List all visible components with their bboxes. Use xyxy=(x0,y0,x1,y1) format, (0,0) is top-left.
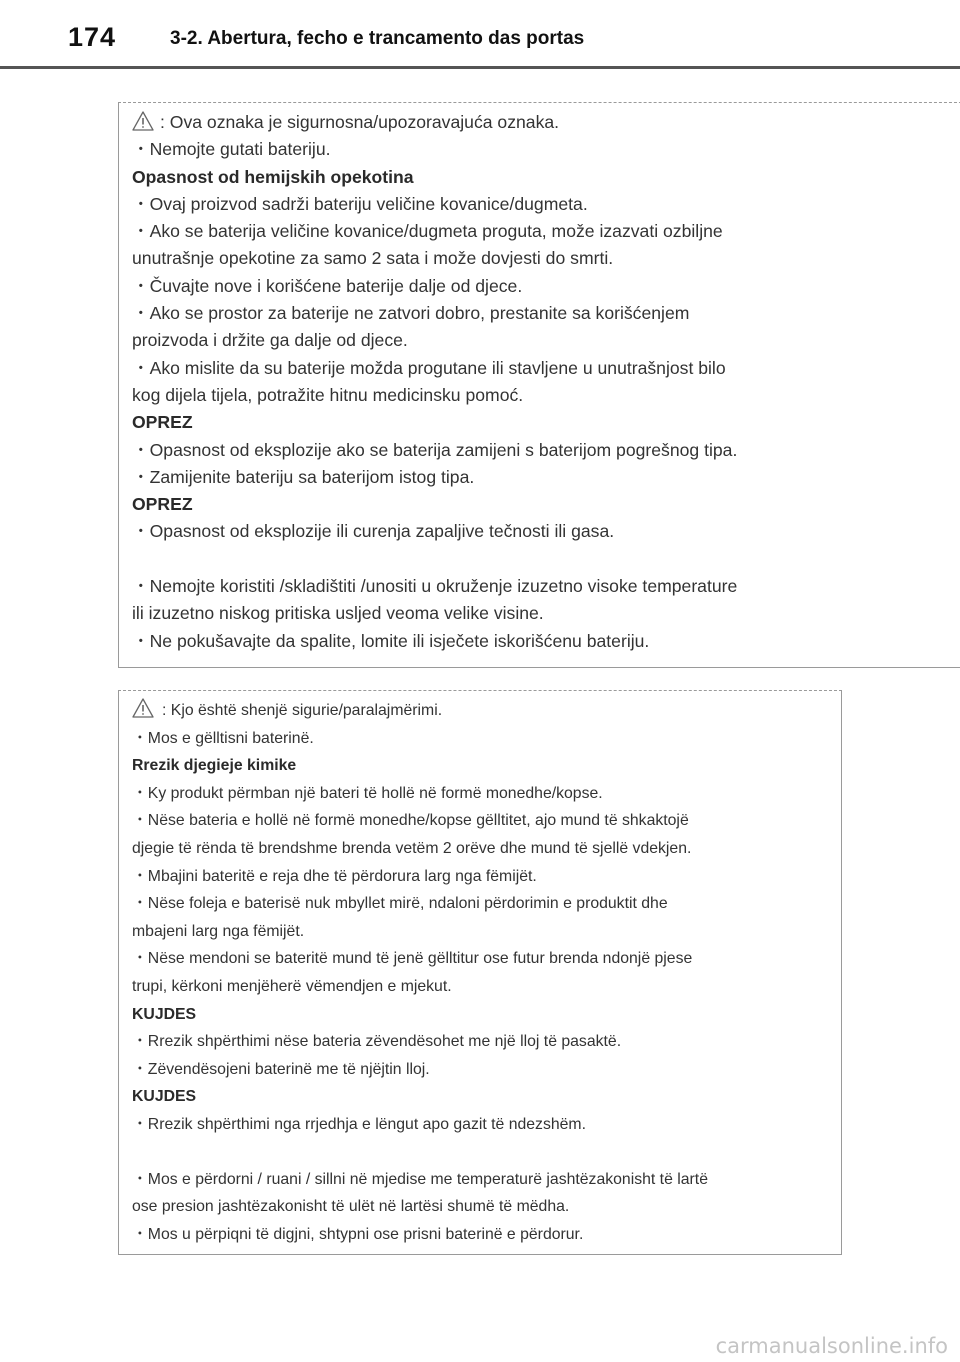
warning-text-line xyxy=(132,945,841,973)
line-text: ・Nëse mendoni se bateritë mund të jenë gëlltitur ose futur brenda ndonjë pjese xyxy=(132,950,693,968)
line-text: ili izuzetno niskog pritiska usljed veoma velike visine. xyxy=(132,603,544,624)
line-text: ・Rrezik shpërthimi nëse bateria zëvendësohet me një lloj të pasaktë. xyxy=(132,1033,622,1051)
line-text: ・Zëvendësojeni baterinë me të njëjtin lloj. xyxy=(132,1060,430,1078)
warning-box-albanian xyxy=(118,690,842,1255)
warning-text-line xyxy=(132,600,960,627)
line-text: ・Ne pokušavajte da spalite, lomite ili isječete iskorišćenu bateriju. xyxy=(132,630,650,651)
warning-heading xyxy=(132,1001,841,1029)
line-text: : Kjo është shenjë sigurie/paralajmërimi. xyxy=(162,702,443,719)
line-text: Opasnost od hemijskih opekotina xyxy=(132,166,414,187)
line-text: ・Opasnost od eksplozije ako se baterija zamijeni s baterijom pogrešnog tipa. xyxy=(132,439,738,460)
page-header xyxy=(0,0,960,69)
line-text: kog dijela tijela, potražite hitnu medicinsku pomoć. xyxy=(132,384,524,405)
warning-text-line xyxy=(132,1111,841,1139)
line-text: ose presion jashtëzakonisht të ulët në lartësi shumë të mëdha. xyxy=(132,1198,570,1216)
warning-text-line xyxy=(132,973,841,1001)
warning-heading xyxy=(132,409,960,436)
line-text: ・Nemojte koristiti /skladištiti /unositi u okruženje izuzetno visoke temperature xyxy=(132,576,738,597)
warning-text-line xyxy=(132,300,960,327)
section-title: 3-2. Abertura, fecho e trancamento das portas xyxy=(170,28,585,49)
warning-text-line xyxy=(132,245,960,272)
warning-text-line xyxy=(132,273,960,300)
line-text: proizvoda i držite ga dalje od djece. xyxy=(132,330,408,351)
warning-text-line xyxy=(132,1193,841,1221)
watermark: carmanualsonline.info xyxy=(715,1334,948,1358)
line-text: unutrašnje opekotine za samo 2 sata i može dovjesti do smrti. xyxy=(132,248,614,269)
line-text: ・Ako mislite da su baterije možda progutane ili stavljene u unutrašnjost bilo xyxy=(132,357,726,378)
line-text: ・Nemojte gutati bateriju. xyxy=(132,139,331,160)
line-text: Rrezik djegieje kimike xyxy=(132,757,297,775)
line-text: ・Nëse foleja e baterisë nuk mbyllet mirë, ndaloni përdorimin e produktit dhe xyxy=(132,895,668,913)
warning-heading xyxy=(132,752,841,780)
warning-text-line xyxy=(132,382,960,409)
line-text: : Ova oznaka je sigurnosna/upozoravajuća oznaka. xyxy=(160,112,560,132)
warning-text-line xyxy=(132,697,841,725)
warning-text-line xyxy=(132,1056,841,1084)
warning-box-bosnian xyxy=(118,102,960,668)
warning-text-line xyxy=(132,628,960,655)
line-text: ・Ky produkt përmban një bateri të hollë në formë monedhe/kopse. xyxy=(132,784,603,802)
line-text: ・Čuvajte nove i korišćene baterije dalje od djece. xyxy=(132,275,523,296)
warning-text-line xyxy=(132,1221,841,1249)
line-text: ・Mos e gëlltisni baterinë. xyxy=(132,729,314,747)
line-text: djegie të rënda të brendshme brenda vetëm 2 orëve dhe mund të sjellë vdekjen. xyxy=(132,839,692,857)
warning-text-line xyxy=(132,518,960,545)
line-text: ・Ovaj proizvod sadrži bateriju veličine kovanice/dugmeta. xyxy=(132,193,588,214)
warning-text-line xyxy=(132,807,841,835)
warning-text-line xyxy=(132,327,960,354)
warning-text-line xyxy=(132,437,960,464)
warning-text-line xyxy=(132,890,841,918)
warning-text-line xyxy=(132,1139,841,1166)
warning-text-line xyxy=(132,863,841,891)
line-text: trupi, kërkoni menjëherë vëmendjen e mjekut. xyxy=(132,977,452,995)
warning-text-line xyxy=(132,1166,841,1194)
page-number: 174 xyxy=(68,22,117,52)
line-text: ・Zamijenite bateriju sa baterijom istog tipa. xyxy=(132,466,475,487)
line-text: ・Mbajini bateritë e reja dhe të përdorura larg nga fëmijët. xyxy=(132,867,537,885)
line-text: ・Opasnost od eksplozije ili curenja zapaljive tečnosti ili gasa. xyxy=(132,521,615,542)
line-text: KUJDES xyxy=(132,1005,197,1023)
line-text: ・Nëse bateria e hollë në formë monedhe/kopse gëlltitet, ajo mund të shkaktojë xyxy=(132,812,689,830)
warning-text-line xyxy=(132,780,841,808)
line-text: ・Mos u përpiqni të digjni, shtypni ose prisni baterinë e përdorur. xyxy=(132,1225,584,1243)
line-text: mbajeni larg nga fëmijët. xyxy=(132,922,305,940)
warning-text-line xyxy=(132,218,960,245)
warning-text-line xyxy=(132,546,960,573)
line-text: ・Ako se baterija veličine kovanice/dugmeta proguta, može izazvati ozbiljne xyxy=(132,221,723,242)
warning-heading xyxy=(132,164,960,191)
warning-text-line xyxy=(132,191,960,218)
line-text: KUJDES xyxy=(132,1088,197,1106)
warning-text-line xyxy=(132,918,841,946)
warning-heading xyxy=(132,491,960,518)
warning-heading xyxy=(132,1083,841,1111)
warning-text-line xyxy=(132,136,960,163)
line-text: OPREZ xyxy=(132,494,193,515)
line-text: ・Ako se prostor za baterije ne zatvori dobro, prestanite sa korišćenjem xyxy=(132,303,690,324)
warning-triangle-icon xyxy=(132,698,154,728)
line-text: ・Rrezik shpërthimi nga rrjedhja e lëngut apo gazit të ndezshëm. xyxy=(132,1115,586,1133)
warning-triangle-icon xyxy=(132,111,154,139)
warning-text-line xyxy=(132,835,841,863)
warning-text-line xyxy=(132,355,960,382)
warning-text-line xyxy=(132,464,960,491)
line-text: ・Mos e përdorni / ruani / sillni në mjedise me temperaturë jashtëzakonisht të lartë xyxy=(132,1170,708,1188)
warning-text-line xyxy=(132,109,960,136)
warning-text-line xyxy=(132,725,841,753)
line-text: OPREZ xyxy=(132,412,193,433)
warning-text-line xyxy=(132,573,960,600)
warning-text-line xyxy=(132,1028,841,1056)
